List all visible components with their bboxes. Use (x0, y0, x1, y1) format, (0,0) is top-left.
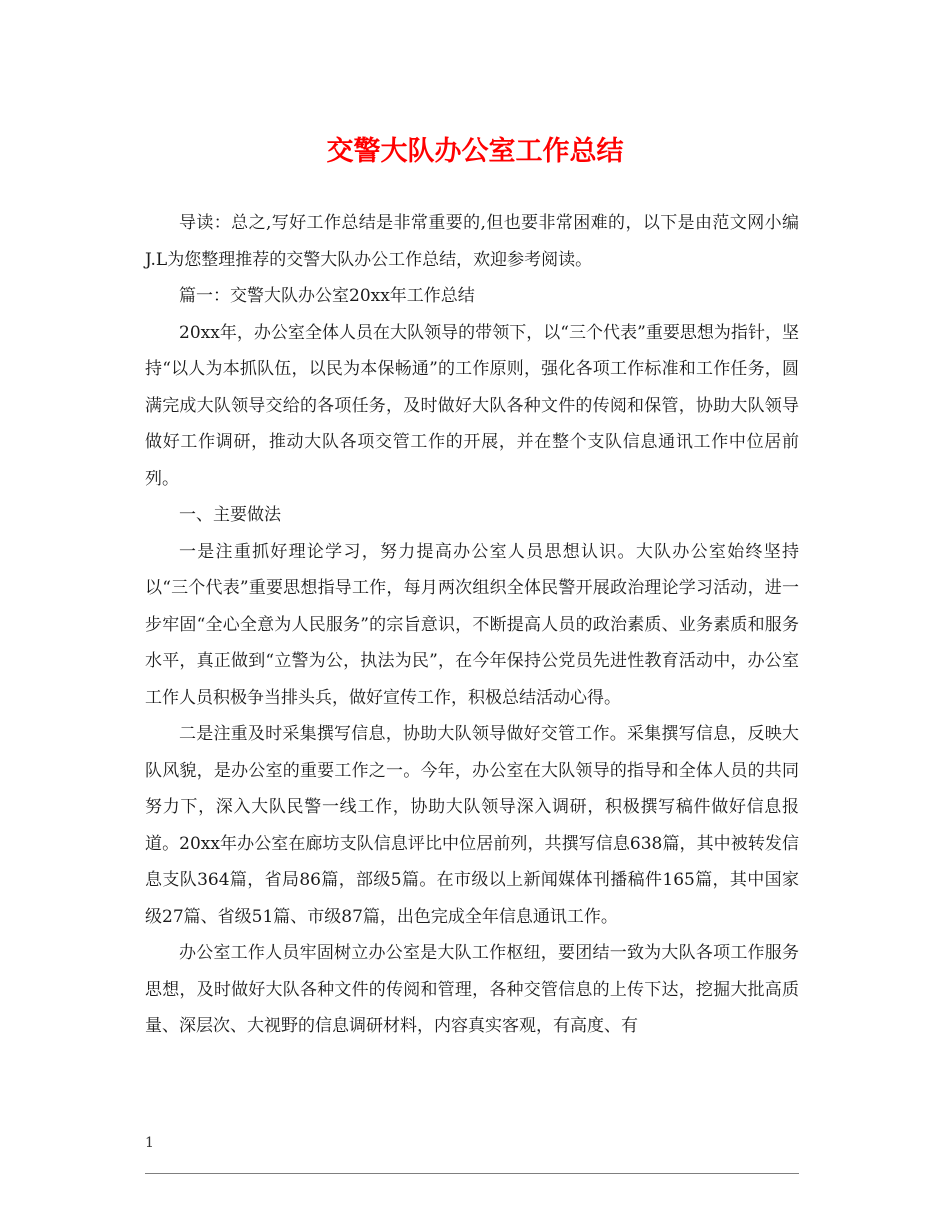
paragraph-main-methods-heading: 一、主要做法 (179, 505, 281, 525)
paragraph-intro: 导读：总之,写好工作总结是非常重要的,但也要非常困难的，以下是由范文网小编J.L为您整理推荐的交警大队办公工作总结，欢迎参考阅读。 (145, 213, 799, 270)
paragraph-method-two: 二是注重及时采集撰写信息，协助大队领导做好交管工作。采集撰写信息，反映大队风貌，是办公室的重要工作之一。今年，办公室在大队领导的指导和全体人员的共同努力下，深入大队民警一线工作，协助大队领导深入调研，积极撰写稿件做好信息报道。20xx年办公室在廊坊支队信息评比中位居前列，共撰写信息638篇，其中被转发信息支队364篇，省局86篇，部级5篇。在市级以上新闻媒体刊播稿件165篇，其中国家级27篇、省级51篇、市级87篇，出色完成全年信息通讯工作。 (145, 724, 799, 927)
document-title: 交警大队办公室工作总结 (326, 136, 624, 167)
paragraph-method-one: 一是注重抓好理论学习，努力提高办公室人员思想认识。大队办公室始终坚持以“三个代表”重要思想指导工作，每月两次组织全体民警开展政治理论学习活动，进一步牢固“全心全意为人民服务”的宗旨意识，不断提高人员的政治素质、业务素质和服务水平，真正做到“立警为公，执法为民”，在今年保持公党员先进性教育活动中，办公室工作人员积极争当排头兵，做好宣传工作，积极总结活动心得。 (145, 541, 799, 708)
page-number: 1 (145, 1135, 154, 1151)
paragraph-overview: 20xx年，办公室全体人员在大队领导的带领下，以“三个代表”重要思想为指针，坚持“以人为本抓队伍，以民为本保畅通”的工作原则，强化各项工作标准和工作任务，圆满完成大队领导交给的各项任务，及时做好大队各种文件的传阅和保管，协助大队领导做好工作调研，推动大队各项交管工作的开展，并在整个支队信息通讯工作中位居前列。 (145, 322, 799, 489)
footer-divider (145, 1173, 799, 1174)
paragraph-section-heading: 篇一：交警大队办公室20xx年工作总结 (179, 286, 475, 306)
document-body (145, 205, 799, 1045)
paragraph-office-staff: 办公室工作人员牢固树立办公室是大队工作枢纽，要团结一致为大队各项工作服务思想，及时做好大队各种文件的传阅和管理，各种交管信息的上传下达，挖掘大批高质量、深层次、大视野的信息调研材料，内容真实客观，有高度、有 (145, 943, 799, 1036)
